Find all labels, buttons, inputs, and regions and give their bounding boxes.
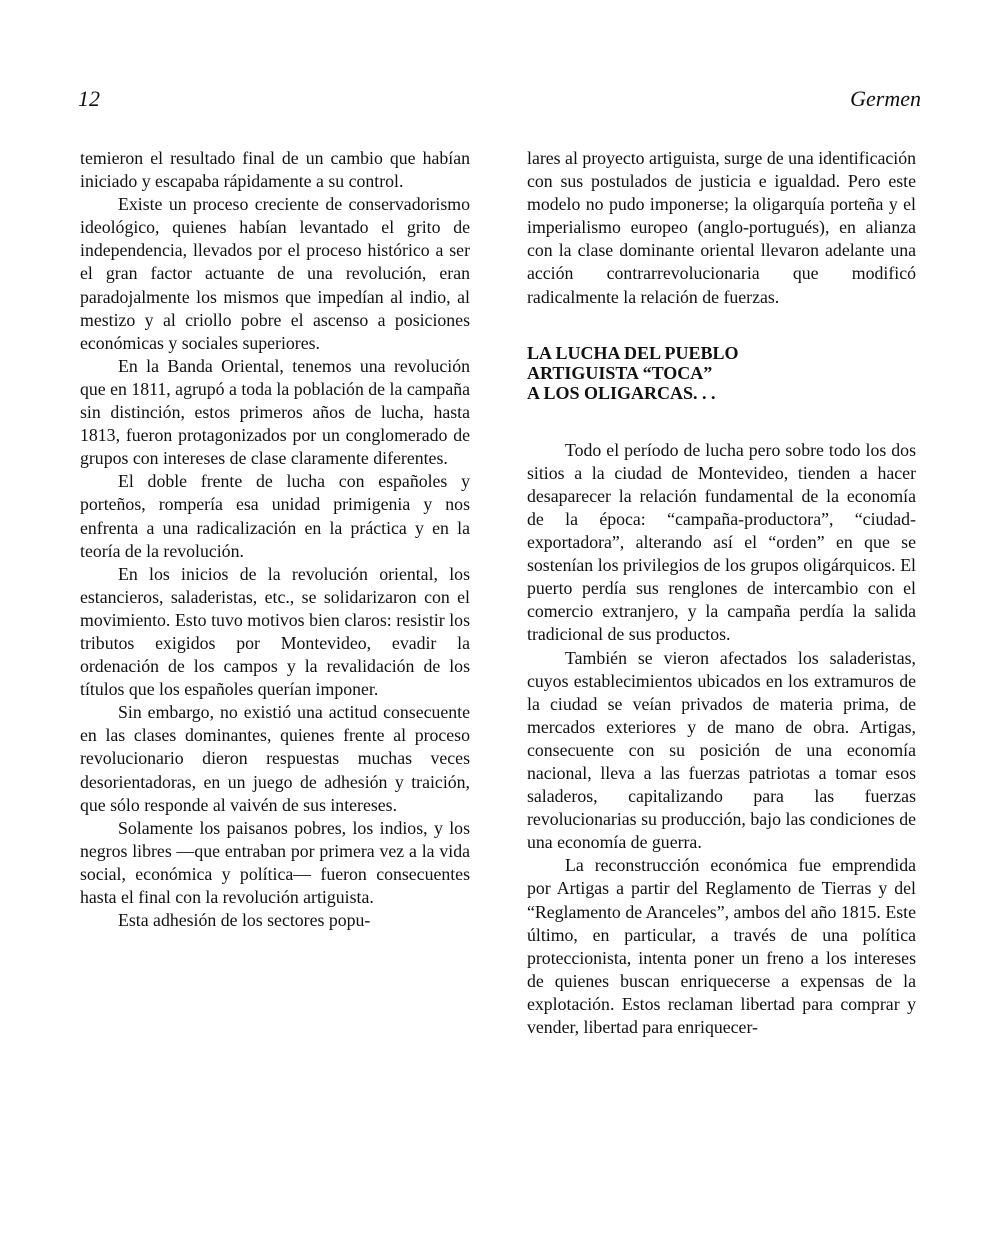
paragraph: lares al proyecto artiguista, surge de una identificación con sus postulados de justicia e igualdad. Pero este modelo no pudo imponerse; la oligarquía porteña y el imperialismo europeo (anglo-portugués), en alianza con la clase dominante oriental llevaron adelante una acción contrarrevolucionaria que modificó radicalmente la relación de fuerzas. <box>527 148 916 307</box>
paragraph: En los inicios de la revolución oriental, los estancieros, saladeristas, etc., se solidarizaron con el movimiento. Esto tuvo motivos bien claros: resistir los tributos exigidos por Montevideo, evadir la ordenación de los campos y la revalidación de los títulos que los españoles querían imponer. <box>80 563 470 700</box>
heading-line: A LOS OLIGARCAS. . . <box>527 382 716 403</box>
right-column <box>527 147 916 1039</box>
paragraph: Solamente los paisanos pobres, los indios, y los negros libres —que entraban por primera vez a la vida social, económica y política— fueron consecuentes hasta el final con la revolución artiguista. <box>80 817 470 907</box>
heading-line: LA LUCHA DEL PUEBLO <box>527 342 739 363</box>
paragraph: La reconstrucción económica fue emprendida por Artigas a partir del Reglamento de Tierras y del “Reglamento de Aranceles”, ambos del año 1815. Este último, en particular, a través de una política proteccionista, intenta poner un freno a los intereses de quienes buscan enriquecerse a expensas de la explotación. Estos reclaman libertad para comprar y vender, libertad para enriquecer- <box>527 855 916 1037</box>
paragraph: Existe un proceso creciente de conservadorismo ideológico, quienes habían levantado el grito de independencia, llevados por el proceso histórico a ser el gran factor actuante de una revolución, eran paradojalmente los mismos que impedían al indio, al mestizo y al criollo pobre el ascenso a posiciones económicas y sociales superiores. <box>80 194 470 353</box>
paragraph: También se vieron afectados los saladeristas, cuyos establecimientos ubicados en los extramuros de la ciudad se veían privados de materia prima, de mercados exteriores y de mano de obra. Artigas, consecuente con su posición de una economía nacional, lleva a las fuerzas patriotas a tomar esos saladeros, capitalizando para las fuerzas revolucionarias su producción, bajo las condiciones de una economía de guerra. <box>527 647 916 853</box>
section-heading <box>527 343 916 403</box>
paragraph: Esta adhesión de los sectores popu- <box>118 910 371 931</box>
page-number: 12 <box>78 86 100 111</box>
paragraph: Todo el período de lucha pero sobre todo los dos sitios a la ciudad de Montevideo, tienden a hacer desaparecer la relación fundamental de la economía de la época: “campaña-productora”, “ciudad-exportadora”, alterando así el “orden” en que se sostenían los privilegios de los grupos oligárquicos. El puerto perdía sus renglones de intercambio con el comercio extranjero, y la campaña perdía la salida tradicional de sus productos. <box>527 439 916 645</box>
paragraph: El doble frente de lucha con españoles y porteños, rompería esa unidad primigenia y nos enfrenta a una radicalización en la práctica y en la teoría de la revolución. <box>80 471 470 561</box>
paragraph: temieron el resultado final de un cambio que habían iniciado y escapaba rápidamente a su control. <box>80 148 470 192</box>
heading-line: ARTIGUISTA “TOCA” <box>527 362 713 383</box>
paragraph: En la Banda Oriental, tenemos una revolución que en 1811, agrupó a toda la población de la campaña sin distinción, estos primeros años de lucha, hasta 1813, fueron protagonizados por un conglomerado de grupos con intereses de clase claramente diferentes. <box>80 355 470 469</box>
paragraph: Sin embargo, no existió una actitud consecuente en las clases dominantes, quienes frente al proceso revolucionario dieron respuestas muchas veces desorientadoras, en un juego de adhesión y traición, que sólo responde al vaivén de sus intereses. <box>80 702 470 815</box>
left-column <box>80 147 470 932</box>
journal-name: Germen <box>850 86 921 111</box>
